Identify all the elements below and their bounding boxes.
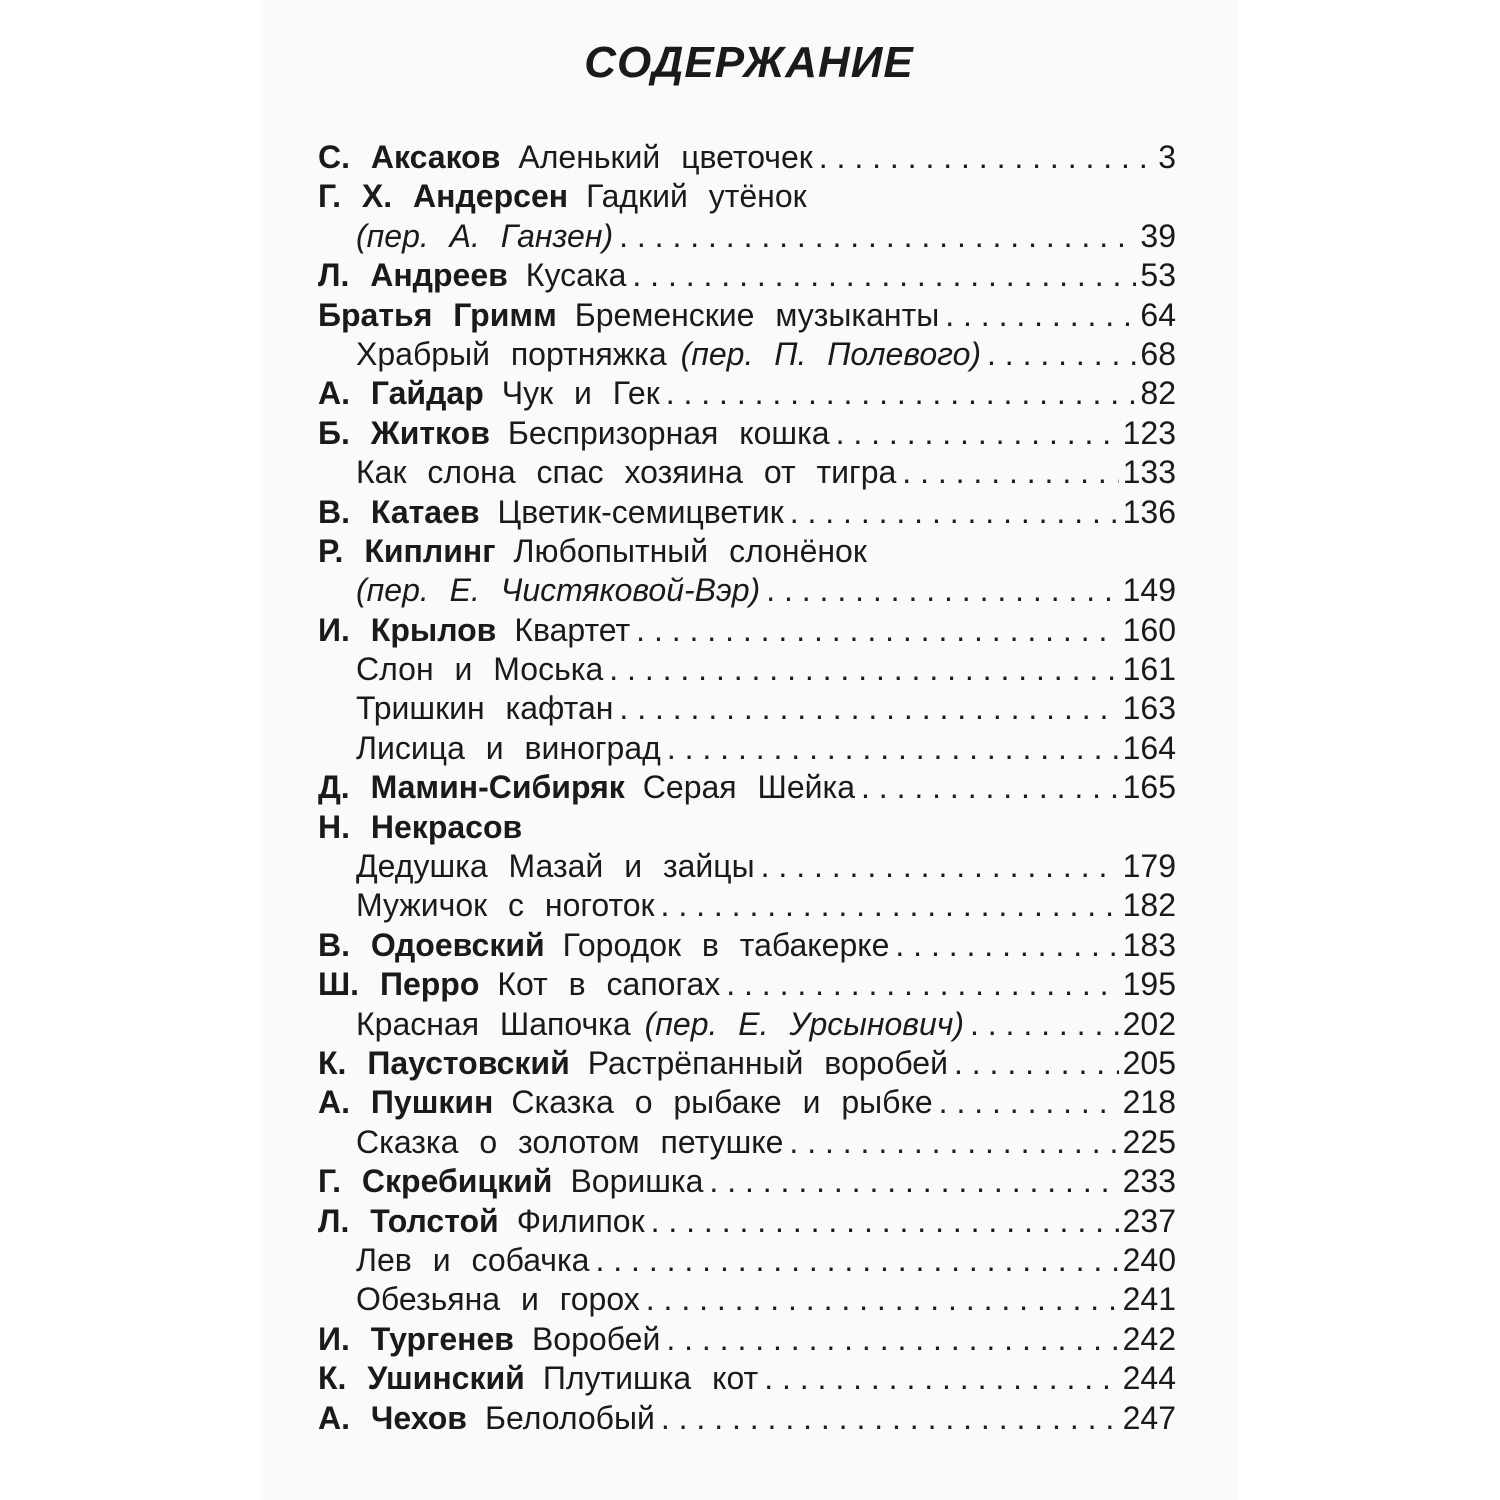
toc-translator: (пер. А. Ганзен) (356, 217, 614, 254)
toc-work-title: Цветик-семицветик (497, 493, 784, 530)
toc-translator: (пер. Е. Урсынович) (644, 1005, 964, 1042)
toc-leader-dots (939, 1083, 1119, 1122)
toc-author: Г. Х. Андерсен (318, 178, 569, 215)
toc-entry (318, 886, 1176, 925)
toc-author: А. Гайдар (318, 375, 484, 412)
toc-leader-dots (987, 335, 1136, 374)
toc-entry (318, 217, 1176, 256)
page-title: СОДЕРЖАНИЕ (584, 38, 914, 87)
toc-page-number: 161 (1122, 651, 1176, 688)
toc-work-title: Кот в сапогах (497, 966, 721, 1003)
toc-page-number: 218 (1122, 1084, 1176, 1121)
toc-page-number: 182 (1122, 887, 1176, 924)
toc-author: А. Чехов (318, 1399, 467, 1436)
toc-author: Р. Киплинг (318, 532, 496, 569)
toc-entry (318, 493, 1176, 532)
toc-page-number: 240 (1122, 1241, 1176, 1278)
toc-author: Ш. Перро (318, 966, 480, 1003)
toc-page-number: 163 (1122, 690, 1176, 727)
toc-work-title: Тришкин кафтан (356, 690, 614, 727)
toc-work-title: Обезьяна и горох (356, 1281, 640, 1318)
toc-author: А. Пушкин (318, 1084, 494, 1121)
toc-page-number: 39 (1140, 217, 1176, 254)
toc-leader-dots (790, 493, 1119, 532)
toc-work-title: Как слона спас хозяина от тигра (356, 454, 897, 491)
toc-entry (318, 650, 1176, 689)
toc-leader-dots (954, 1044, 1119, 1083)
toc-work-title: Сказка о рыбаке и рыбке (511, 1084, 933, 1121)
toc-work-title: Лев и собачка (356, 1241, 590, 1278)
toc-page-number: 179 (1122, 848, 1176, 885)
toc-entry (318, 414, 1176, 453)
toc-work-title: Растрёпанный воробей (587, 1044, 948, 1081)
toc-author: Г. Скребицкий (318, 1163, 553, 1200)
toc-entry (318, 1123, 1176, 1162)
toc-page-number: 133 (1122, 454, 1176, 491)
toc-page-number: 244 (1122, 1360, 1176, 1397)
toc-leader-dots (819, 138, 1154, 177)
book-page (262, 0, 1236, 1500)
toc-author: И. Крылов (318, 611, 497, 648)
toc-leader-dots (970, 1005, 1119, 1044)
toc-page-number: 68 (1140, 335, 1176, 372)
toc-leader-dots (666, 374, 1137, 413)
toc-leader-dots (726, 965, 1118, 1004)
toc-entry (318, 611, 1176, 650)
toc-leader-dots (632, 256, 1136, 295)
toc-author: С. Аксаков (318, 139, 501, 175)
toc-entry (318, 1241, 1176, 1280)
toc-leader-dots (636, 611, 1118, 650)
toc-entry (318, 532, 1176, 571)
toc-work-title: Бременские музыканты (574, 296, 940, 333)
toc-leader-dots (595, 1241, 1118, 1280)
toc-leader-dots (661, 1399, 1119, 1438)
toc-work-title: Слон и Моська (356, 651, 604, 688)
toc-work-title: Городок в табакерке (562, 926, 890, 963)
toc-leader-dots (895, 926, 1118, 965)
toc-entry (318, 374, 1176, 413)
toc-work-title: Любопытный слонёнок (513, 532, 867, 569)
toc-page-number: 233 (1122, 1163, 1176, 1200)
toc-leader-dots (902, 453, 1118, 492)
toc-leader-dots (761, 847, 1119, 886)
toc-leader-dots (646, 1280, 1119, 1319)
toc-work-title: Белолобый (484, 1399, 655, 1436)
toc-author: Н. Некрасов (318, 808, 523, 845)
toc-entry (318, 965, 1176, 1004)
toc-page-number: 82 (1140, 375, 1176, 412)
toc-work-title: Беспризорная кошка (507, 414, 830, 451)
toc-work-title: Плутишка кот (542, 1360, 759, 1397)
toc-work-title: Дедушка Мазай и зайцы (356, 848, 755, 885)
toc-author: Д. Мамин-Сибиряк (318, 769, 625, 806)
toc-entry (318, 689, 1176, 728)
toc-entry (318, 1202, 1176, 1241)
toc-page-number: 149 (1122, 572, 1176, 609)
toc-work-title: Сказка о золотом петушке (356, 1123, 784, 1160)
toc-leader-dots (861, 768, 1119, 807)
toc-work-title: Кусака (525, 257, 627, 294)
toc-work-title: Серая Шейка (642, 769, 855, 806)
toc-entry (318, 1399, 1176, 1438)
toc-author: Л. Толстой (318, 1202, 499, 1239)
toc-page-number: 53 (1140, 257, 1176, 294)
toc-entry (318, 1044, 1176, 1083)
toc-author: Б. Житков (318, 414, 490, 451)
toc-entry (318, 1280, 1176, 1319)
toc-author: Л. Андреев (318, 257, 508, 294)
toc-author: Братья Гримм (318, 296, 557, 333)
toc-entry (318, 335, 1176, 374)
toc-author: К. Паустовский (318, 1044, 570, 1081)
toc-entry (318, 926, 1176, 965)
toc-page-number: 3 (1158, 139, 1176, 175)
toc-author: И. Тургенев (318, 1320, 514, 1357)
toc-leader-dots (666, 1320, 1118, 1359)
toc-page-number: 164 (1122, 729, 1176, 766)
toc-page-number: 183 (1122, 926, 1176, 963)
toc-page-number: 136 (1122, 493, 1176, 530)
toc-work-title: Воришка (570, 1163, 704, 1200)
toc-entry (318, 1320, 1176, 1359)
toc-page-number: 202 (1122, 1005, 1176, 1042)
toc-leader-dots (667, 729, 1119, 768)
toc-author: В. Одоевский (318, 926, 545, 963)
toc-author: В. Катаев (318, 493, 480, 530)
toc-entry (318, 1359, 1176, 1398)
toc-work-title: Красная Шапочка (356, 1005, 631, 1042)
toc-leader-dots (836, 414, 1119, 453)
toc-entry (318, 138, 1176, 177)
toc-page-number: 205 (1122, 1044, 1176, 1081)
toc-work-title: Гадкий утёнок (586, 178, 807, 215)
toc-work-title: Аленький цветочек (518, 139, 813, 175)
toc-entry (318, 729, 1176, 768)
toc-entry (318, 453, 1176, 492)
toc-work-title: Квартет (514, 611, 631, 648)
toc-entry (318, 768, 1176, 807)
toc-leader-dots (709, 1162, 1118, 1201)
toc-work-title: Филипок (516, 1202, 645, 1239)
table-of-contents (318, 138, 1176, 1438)
toc-leader-dots (766, 571, 1118, 610)
toc-leader-dots (619, 217, 1136, 256)
toc-entry (318, 1083, 1176, 1122)
toc-page-number: 237 (1122, 1202, 1176, 1239)
toc-work-title: Храбрый портняжка (356, 335, 667, 372)
toc-leader-dots (789, 1123, 1118, 1162)
toc-work-title: Мужичок с ноготок (356, 887, 655, 924)
toc-page-number: 64 (1140, 296, 1176, 333)
toc-entry (318, 296, 1176, 335)
toc-work-title: Лисица и виноград (356, 729, 661, 766)
toc-entry (318, 177, 1176, 216)
toc-author: К. Ушинский (318, 1360, 525, 1397)
toc-page-number: 225 (1122, 1123, 1176, 1160)
toc-translator: (пер. П. Полевого) (680, 335, 982, 372)
toc-page-number: 247 (1122, 1399, 1176, 1436)
toc-leader-dots (661, 886, 1119, 925)
toc-leader-dots (609, 650, 1118, 689)
toc-page-number: 242 (1122, 1320, 1176, 1357)
toc-page-number: 195 (1122, 966, 1176, 1003)
toc-entry (318, 1162, 1176, 1201)
toc-work-title: Чук и Гек (501, 375, 660, 412)
toc-entry (318, 256, 1176, 295)
toc-entry (318, 808, 1176, 847)
toc-entry (318, 571, 1176, 610)
toc-entry (318, 1005, 1176, 1044)
toc-page-number: 165 (1122, 769, 1176, 806)
toc-page-number: 241 (1122, 1281, 1176, 1318)
toc-page-number: 123 (1122, 414, 1176, 451)
toc-entry (318, 847, 1176, 886)
toc-work-title: Воробей (531, 1320, 661, 1357)
toc-leader-dots (651, 1202, 1119, 1241)
toc-leader-dots (619, 689, 1118, 728)
toc-leader-dots (945, 296, 1136, 335)
toc-page-number: 160 (1122, 611, 1176, 648)
toc-translator: (пер. Е. Чистяковой-Вэр) (356, 572, 761, 609)
toc-leader-dots (764, 1359, 1118, 1398)
